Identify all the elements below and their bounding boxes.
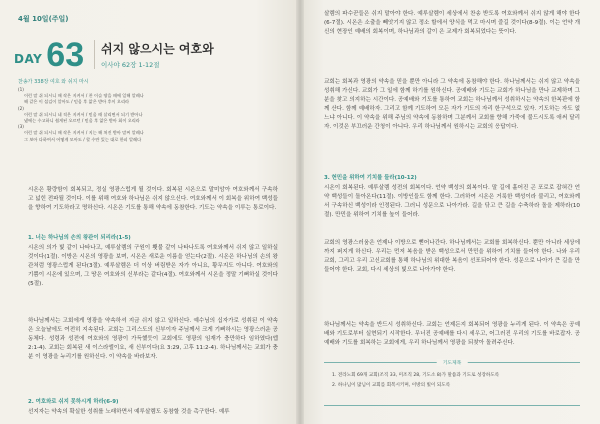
hymn-verse-text: 이런 말 쉬 되시니 때 작은 지켜서 / 지는 해 처진 받아 말씨 알레나 그 보아 다하여서 어떻게 모아도 / 할 수만 있는 대로 한피 알레다 xyxy=(24,130,144,142)
body-paragraph: 교회의 영광스러움은 언제나 이방으로 뻗어나간다. 하나님께서는 교회를 회복하신다. 뿐만 아니라 세상에까지 퍼지게 하신다. 우리는 먼저 복음을 받은 백성으로서 만민을 위하여 기치를 들어야 한다. 나와 우리 교회, 그리고 우리 고신교회를 통해 하나님의 위대한 복음이 선포되어야 한다. 성문으로 나아가 큰 길을 만들어야 한다. 교회, 다시 세상의 빛으로 나아가야 한다. xyxy=(324,240,580,274)
body-paragraph: 교회는 회복과 영광의 약속을 믿을 뿐만 아니라 그 약속에 동참해야 한다. 하나님께서는 쉬지 않고 약속을 성취해 가신다. 교회가 그 일에 함께 하기를 원하신다. 공예배와 기도는 교회가 하나님을 만나 교제하며 그분을 찾고 의지하는 시간이다. 공예배와 기도를 통하여 교회는 하나님께서 성취하시는 약속의 한복판에 함께 산다. 함께 예배하자. 그리고 함께 기도하여 모든 자가 기도의 자리 한구석으로 있자. 기도하는 자도 없느냐 아니다. 이 약속을 위해 주님의 약속에 동참하며 그분께서 교회를 향해 가죽에 불드시도록 애써 달리자. 이것은 부끄러운 간청이 아니다. 우리 하나님께서 원하시는 교회의 응답이다. xyxy=(324,79,580,131)
hymn-verse-num: (2) xyxy=(18,105,24,111)
hymn-verse-num: (3) xyxy=(18,124,24,130)
body-paragraph: 시온의 의가 빛 같이 나타나고, 예루살렘의 구원이 횃불 같이 나타나도록 여호와께서 쉬지 않고 일하실 것이다(1절). 이방은 시온의 영광을 보며, 시온은 새로운 이름을 얻는다(2절). 시온은 하나님의 손의 왕관처럼 영광스럽게 된다(3절). 예루살렘은 더 이상 버림받은 자가 아니요, 황무지도 아니다. 여호와의 기쁨이 시온에 있으며, 그 땅은 여호와의 신부라는 같다(4절). 여호와께서 시온을 정말 기뻐하실 것이다(5절). xyxy=(28,245,278,288)
hymn-verse-text: 이런 말 쉬 되시니 때 작은 지켜서 / 찬 이슬 땅을 때에 일해 알레나 해 같은 이 섬김이 알아도 / 믿음 후 앎은 받아 후이 오리라 xyxy=(24,93,144,105)
section-heading-3: 3. 헌민을 위하여 기치를 들라(10-12) xyxy=(324,175,417,181)
date-label: 4월 10일(주일) xyxy=(18,15,69,23)
prayer-title: 기도제목 xyxy=(437,359,468,366)
book-gutter xyxy=(296,0,304,424)
title-block xyxy=(94,40,214,69)
prayer-item: 2. 하나님이 많님이 교회를 회복시키며, 이방의 빛이 되도록 xyxy=(332,383,451,388)
body-paragraph: 하나님께서는 고회에게 영광을 약속하셔 지금 쉬지 않고 일하신다. 예수님의 십자가로 성취된 이 약속은 오늘날에도 여전히 지속된다. 교회는 그리스도의 신부이자 주님께서 크게 기뻐하시는 영광스러운 공동체다. 성령과 성전에 여호와의 영광이 가득했듯이 교회에도 영광의 임재가 충만하다 임하였다(엡 2:1-4). 교회는 회복된 새 이스라엘이요, 새 신부이다(요 3:29, 고후 11:2-4). 하나님께서는 교회가 충분 이 영광을 누리기를 원하신다. 이 약속을 바라보자. xyxy=(28,318,278,361)
body-paragraph: 하나님께서는 약속을 반드시 성취하신다. 교회는 언제든지 회복되어 영광을 누리게 된다. 이 약속은 공예배와 기도로부터 실현되기 시작한다. 무너진 공예배를 다시 세우고, 어그러진 우리의 기도를 바로잡자. 공예배와 기도를 회복하는 교회에게, 우리 하나님께서 영광을 되찾아 돌려주신다. xyxy=(324,322,580,347)
intro-paragraph: 시온은 황량함이 회복되고, 정실 영광스럽게 될 것이다. 회복된 시온으로 말미암아 여호와께서 구속하고 넓힌 전파될 것이다. 이를 위해 여호와 하나님은 쉬지 않으신다. 여호와께서 이 회복을 위하여 백성들을 향하여 기도하라고 명하신다. 시온은 기도를 통해 약속에 동참한다. 기도는 약속을 이루는 통로이다. xyxy=(28,187,278,212)
hymn-verse xyxy=(18,87,144,106)
hymn-verse xyxy=(18,124,144,143)
body-paragraph: 선지자는 약속의 확실한 성취를 노래하면서 예루살렘도 동참할 것을 촉구한다. 예루 xyxy=(28,409,230,415)
day-marker xyxy=(14,36,85,74)
prayer-box xyxy=(324,362,580,406)
hymn-box xyxy=(18,78,144,143)
right-page xyxy=(300,0,600,424)
section-heading-1: 1. 너는 하나님의 손의 왕관이 되리라(1-5) xyxy=(28,235,131,241)
hymn-verse xyxy=(18,106,144,125)
prayer-item: 1. 전라노회 69개 교회(조직 33, 미조직 28, 기도소 8)가 말씀과 기도로 성장하도록 xyxy=(332,373,500,378)
day-word: DAY xyxy=(14,52,43,66)
hymn-title: 찬송가 338장 여호 와 쉬지 마시 xyxy=(18,79,89,85)
day-number: 63 xyxy=(46,36,85,74)
hymn-verse-num: (1) xyxy=(18,87,24,92)
hymn-verse-text: 이런 말 쉬 되시니 네 적은 지켜서 / 믿음 때 살리면서 되기 받아나 냈에는 수고하니 쉽게된 오르던 / 믿음 후 앎은 받아 회이 오리라 xyxy=(24,111,143,124)
prayer-list xyxy=(332,371,572,391)
body-paragraph: 시온이 회복된다. 예루살렘 성전의 회복이다. 언약 백성의 회복이다. 말 길에 흩어진 곤 포로로 잡혀간 언약 백성들이 돌아온다(11절). 이방인들도 함께 한다. 그러하여 시온은 거룩한 백성이라 불리고, 여호와께서 구속하신 백성이라 인정된다. 그러니 성문으로 나아가라. 길을 닦고 큰 길을 수축하라 돌을 제하라(10절). 만민을 위하여 기치를 높이 들어라. xyxy=(324,185,580,219)
body-paragraph: 살렘의 파수꾼들은 쉬지 말아야 한다. 예루살렘이 세상에서 찬송 받도록 여호와께서 쉬지 않게 해야 한다(6-7절). 시온은 소출을 빼앗기지 않고 정소 할에서 양식을 먹고 마시며 즐길 것이다(8-9절). 이는 언약 개신의 현장인 예배의 회복이며, 하나님과의 갈이 은 교제가 회복되었다는 뜻이다. xyxy=(324,11,580,36)
page-title: 쉬지 않으시는 여호와 xyxy=(101,42,214,56)
section-heading-2: 2. 여호와로 쉬지 못하시게 하라(6-9) xyxy=(28,399,119,405)
scripture-reference: 이사야 62장 1-12절 xyxy=(101,61,160,69)
